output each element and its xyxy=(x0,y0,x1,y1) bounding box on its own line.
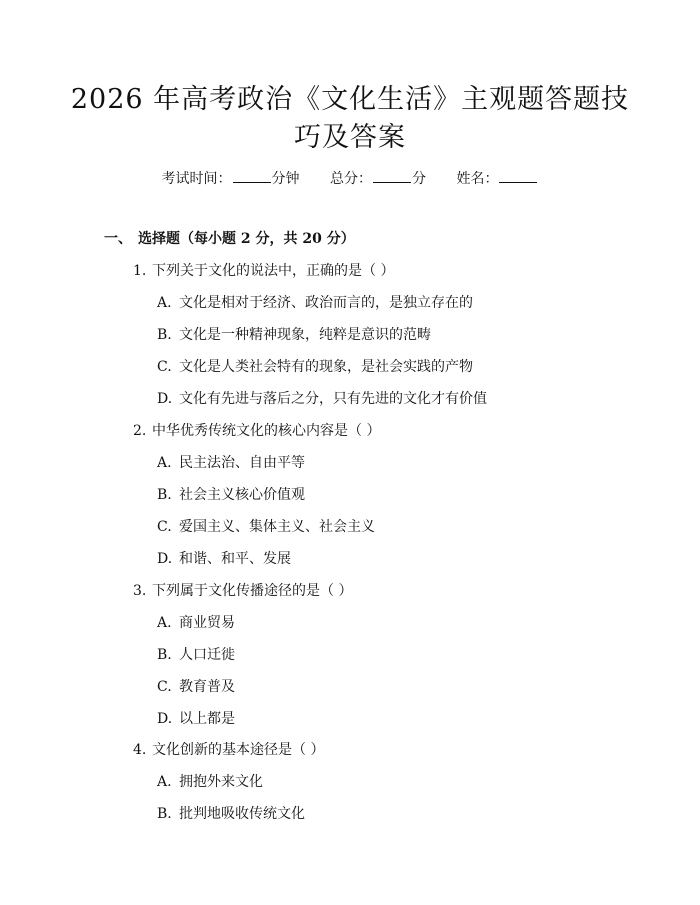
option-letter: C. xyxy=(157,679,172,695)
question-2-option-d xyxy=(157,549,291,569)
option-text: 人口迁徙 xyxy=(179,647,235,663)
question-2-option-a xyxy=(157,453,305,473)
question-2-option-b xyxy=(157,485,305,505)
question-number: 4. xyxy=(133,742,147,758)
option-letter: A. xyxy=(157,774,172,790)
option-text: 社会主义核心价值观 xyxy=(179,487,305,503)
question-4-option-b xyxy=(157,804,305,824)
option-text: 以上都是 xyxy=(179,711,235,727)
question-3-option-c xyxy=(157,677,235,697)
option-letter: D. xyxy=(157,391,173,407)
question-2 xyxy=(133,421,380,441)
question-1-option-d xyxy=(157,389,487,409)
option-text: 民主法治、自由平等 xyxy=(179,455,305,471)
option-letter: A. xyxy=(157,455,172,471)
option-text: 批判地吸收传统文化 xyxy=(179,806,305,822)
total-score-label: 总分： xyxy=(330,171,372,187)
section-heading xyxy=(104,229,355,249)
question-3 xyxy=(133,581,352,601)
question-number: 2. xyxy=(133,423,147,439)
question-text: 下列关于文化的说法中，正确的是（ ） xyxy=(152,263,395,279)
option-letter: A. xyxy=(157,615,172,631)
question-3-option-a xyxy=(157,613,235,633)
document-title-line-1: 2026 年高考政治《文化生活》主观题答题技 xyxy=(70,84,630,115)
student-name-blank xyxy=(499,168,537,183)
option-text: 爱国主义、集体主义、社会主义 xyxy=(179,519,375,535)
option-letter: A. xyxy=(157,295,172,311)
question-4-option-a xyxy=(157,772,263,792)
exam-time-unit: 分钟 xyxy=(271,171,300,187)
option-letter: C. xyxy=(157,359,172,375)
option-letter: D. xyxy=(157,551,173,567)
option-text: 拥抱外来文化 xyxy=(179,774,263,790)
question-text: 文化创新的基本途径是（ ） xyxy=(152,742,325,758)
document-title-line-2: 巧及答案 xyxy=(294,122,406,153)
question-1-option-a xyxy=(157,293,473,313)
section-title: 选择题（每小题 2 分，共 20 分） xyxy=(138,231,355,247)
total-score-blank xyxy=(373,168,411,183)
student-name-label: 姓名： xyxy=(456,171,499,187)
exam-time-blank xyxy=(233,168,271,183)
option-letter: C. xyxy=(157,519,172,535)
question-1-option-b xyxy=(157,325,431,345)
question-number: 3. xyxy=(133,583,147,599)
option-text: 文化是一种精神现象，纯粹是意识的范畴 xyxy=(179,327,431,343)
section-number: 一、 xyxy=(104,231,132,247)
question-3-option-b xyxy=(157,645,235,665)
option-text: 文化是相对于经济、政治而言的，是独立存在的 xyxy=(179,295,473,311)
student-name-field xyxy=(456,168,538,189)
option-letter: B. xyxy=(157,806,172,822)
total-score-unit: 分 xyxy=(412,171,426,187)
option-text: 和谐、和平、发展 xyxy=(179,551,291,567)
option-letter: D. xyxy=(157,711,173,727)
question-number: 1. xyxy=(133,263,147,279)
exam-time-field xyxy=(162,168,300,189)
question-4 xyxy=(133,740,324,760)
option-text: 文化有先进与落后之分，只有先进的文化才有价值 xyxy=(179,391,487,407)
question-1-option-c xyxy=(157,357,473,377)
question-2-option-c xyxy=(157,517,375,537)
option-text: 教育普及 xyxy=(179,679,235,695)
question-3-option-d xyxy=(157,709,235,729)
exam-info-line xyxy=(0,168,700,189)
exam-time-label: 考试时间： xyxy=(161,171,232,187)
question-text: 中华优秀传统文化的核心内容是（ ） xyxy=(152,423,381,439)
option-text: 文化是人类社会特有的现象，是社会实践的产物 xyxy=(179,359,473,375)
question-text: 下列属于文化传播途径的是（ ） xyxy=(152,583,353,599)
option-letter: B. xyxy=(157,487,172,503)
option-letter: B. xyxy=(157,647,172,663)
total-score-field xyxy=(330,168,426,189)
question-1 xyxy=(133,261,394,281)
option-text: 商业贸易 xyxy=(179,615,235,631)
option-letter: B. xyxy=(157,327,172,343)
